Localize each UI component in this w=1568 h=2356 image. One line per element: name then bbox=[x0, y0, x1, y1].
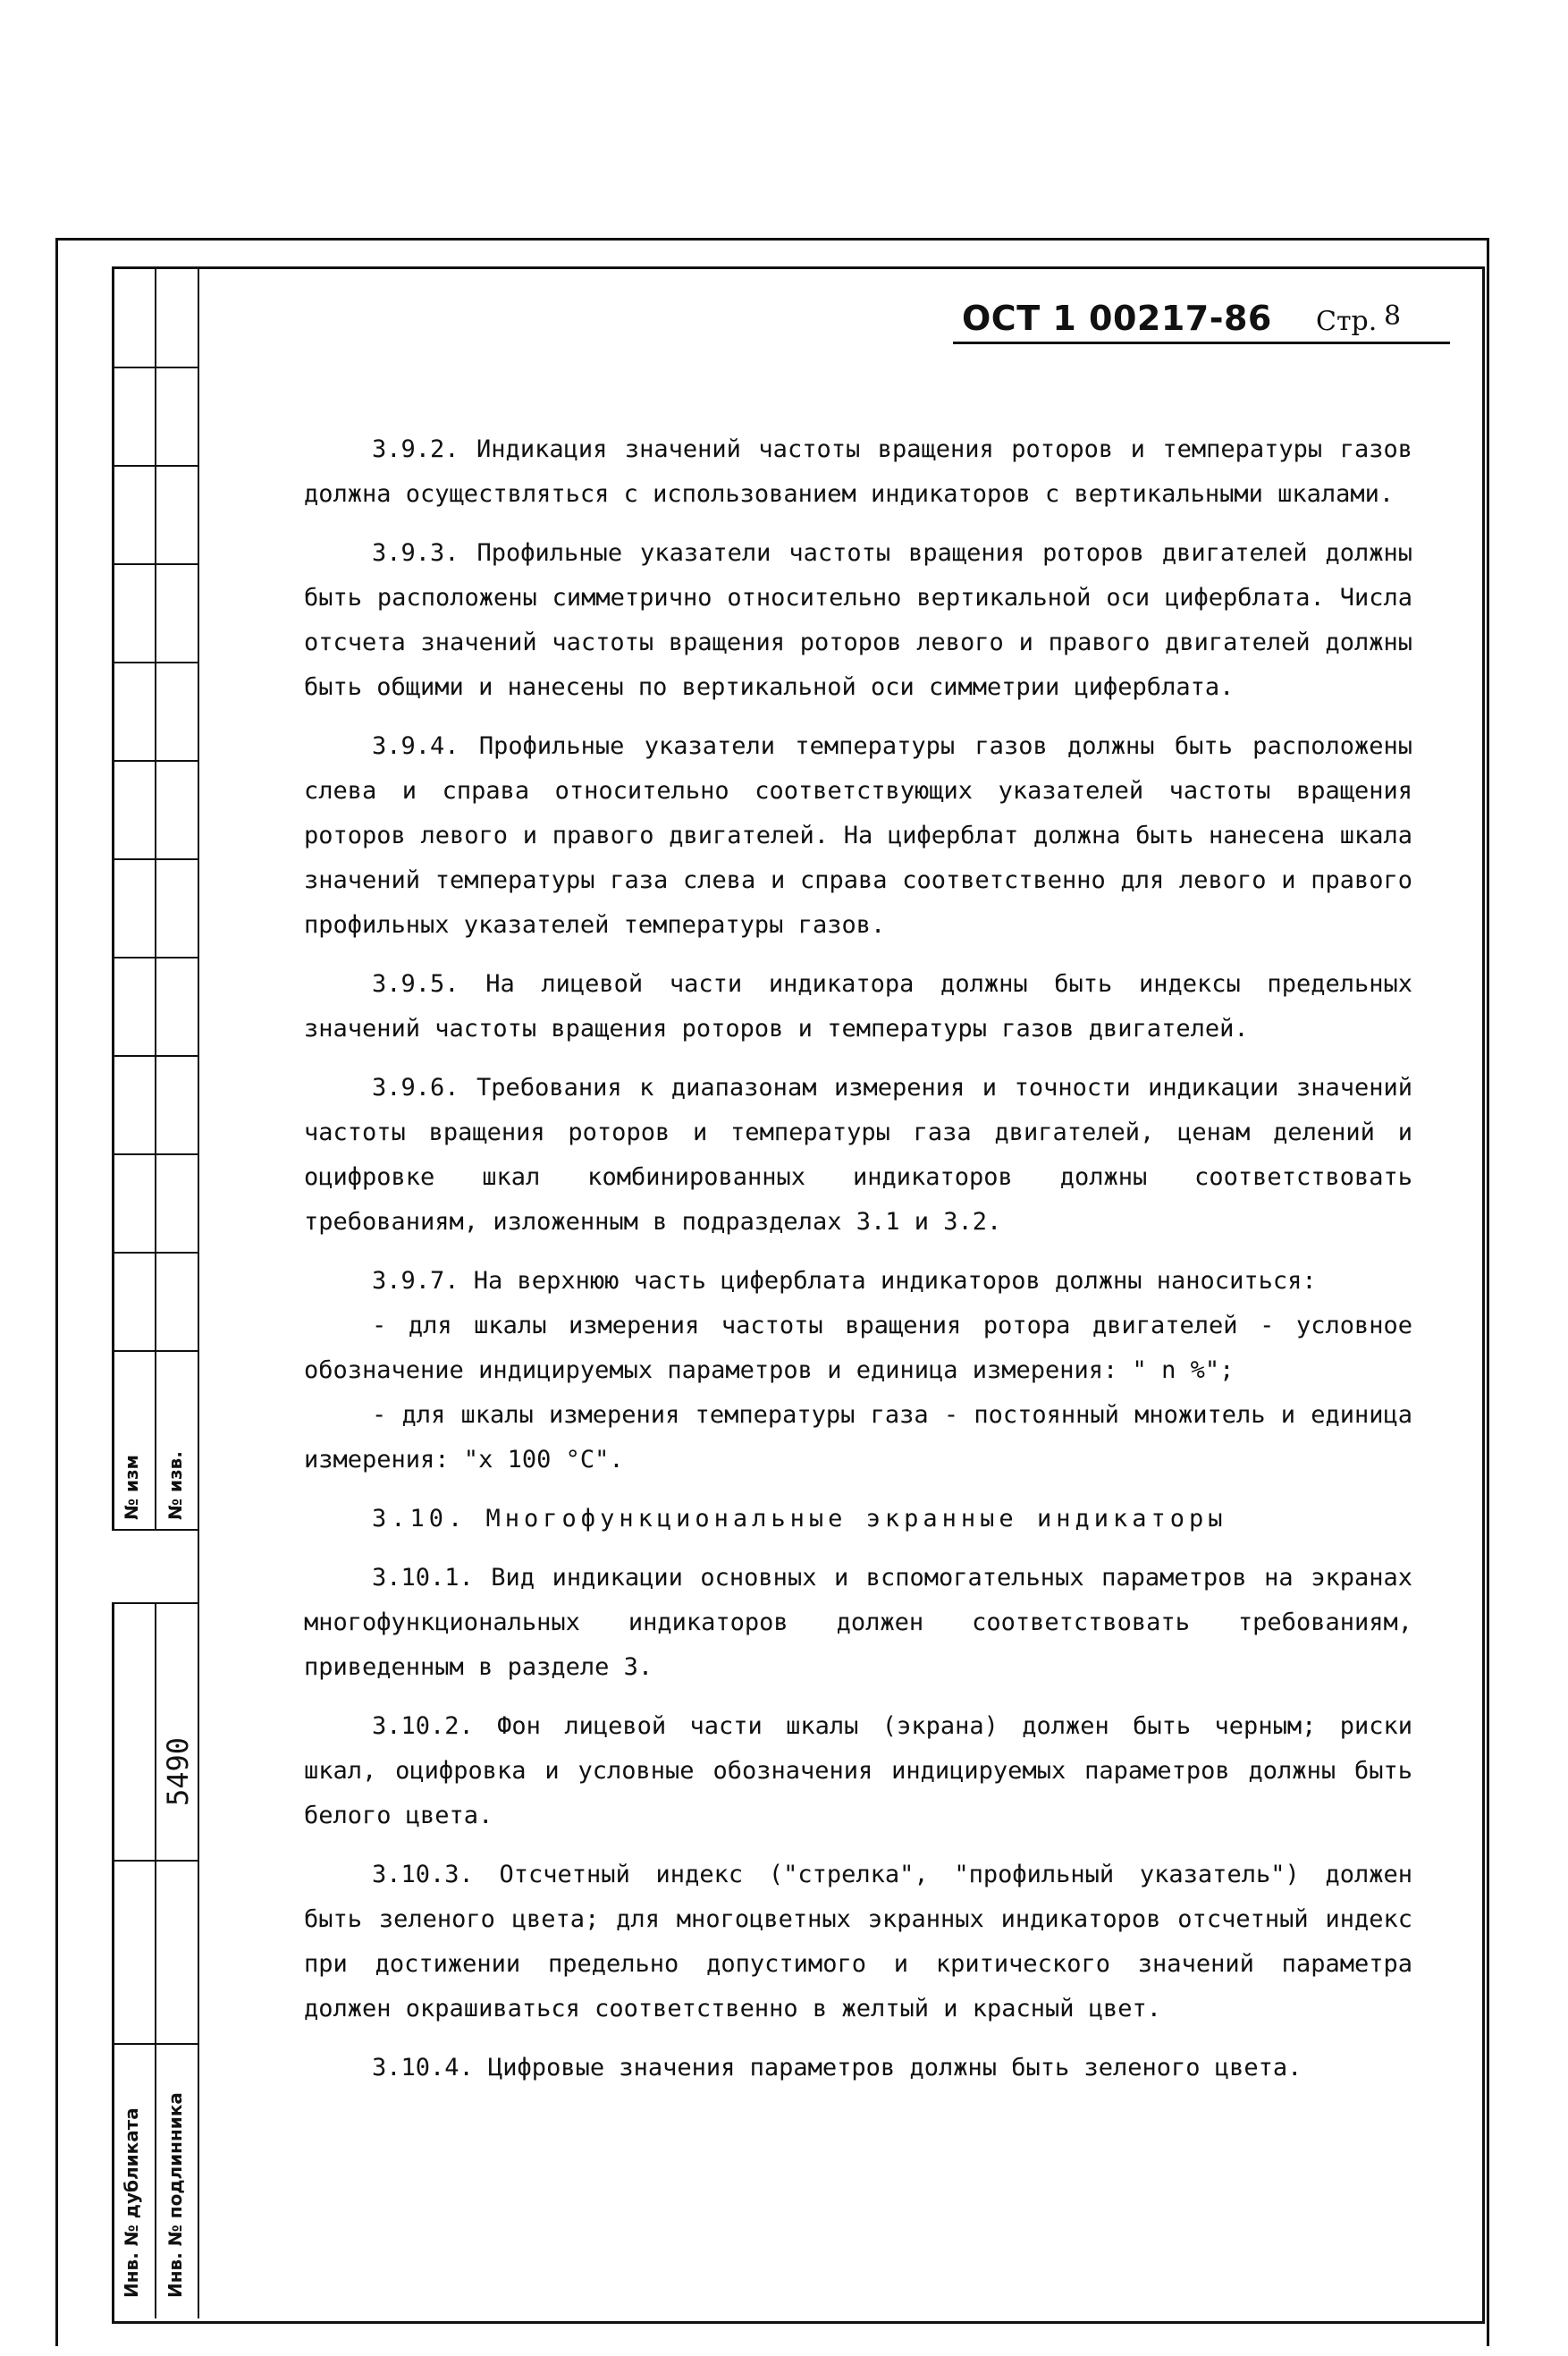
paragraph-3-9-7-item-b: - для шкалы измерения температуры газа - постоянный множитель и единица измерения: "x 100 °C". bbox=[304, 1401, 1412, 1474]
strip-divider bbox=[112, 563, 198, 565]
paragraph-3-9-2: 3.9.2. Индикация значений частоты вращения роторов и температуры газов должна осуществляться с использованием индикаторов с вертикальными шкалами. bbox=[304, 435, 1412, 508]
paragraph-3-10-3: 3.10.3. Отсчетный индекс ("стрелка", "профильный указатель") должен быть зеленого цвета; для многоцветных экранных индикаторов отсчетный индекс при достижении предельно допустимого и критического значений параметра должен окрашиваться соответственно в желтый и красный цвет. bbox=[304, 1861, 1412, 2022]
header-rule bbox=[953, 342, 1450, 344]
strip-divider bbox=[112, 1860, 198, 1862]
side-strip-column-2 bbox=[155, 266, 199, 2318]
strip-divider bbox=[112, 957, 198, 958]
strip-divider bbox=[112, 367, 198, 368]
strip-divider bbox=[112, 1350, 198, 1352]
side-strip-column-1 bbox=[112, 266, 156, 2318]
paragraph-3-9-7: 3.9.7. На верхнюю часть циферблата индикаторов должны наноситься: bbox=[372, 1267, 1317, 1295]
document-body bbox=[304, 427, 1412, 2090]
strip-divider bbox=[112, 2043, 198, 2045]
strip-divider bbox=[112, 662, 198, 663]
strip-divider bbox=[112, 465, 198, 467]
page-number: 8 bbox=[1384, 300, 1402, 332]
paragraph-3-9-7-item-a: - для шкалы измерения частоты вращения ротора двигателей - условное обозначение индицируемых параметров и единица измерения: " n %"; bbox=[304, 1312, 1412, 1384]
section-heading-3-10: 3.10. Многофункциональные экранные индикаторы bbox=[372, 1505, 1227, 1533]
inv-number: 5490 bbox=[161, 1736, 195, 1806]
paragraph-3-9-5: 3.9.5. На лицевой части индикатора должны быть индексы предельных значений частоты вращения роторов и температуры газов двигателей. bbox=[304, 970, 1412, 1043]
strip-divider bbox=[112, 1055, 198, 1057]
strip-divider bbox=[112, 1153, 198, 1155]
paragraph-3-9-4: 3.9.4. Профильные указатели температуры газов должны быть расположены слева и справа относительно соответствующих указателей частоты вращения роторов левого и правого двигателей. На циферблат должна быть нанесена шкала значений температуры газа слева и справа соответственно для левого и правого профильных указателей температуры газов. bbox=[304, 732, 1412, 939]
paragraph-3-10-4: 3.10.4. Цифровые значения параметров должны быть зеленого цвета. bbox=[372, 2054, 1302, 2082]
dublikat-label: Инв. № дубликата bbox=[121, 2107, 142, 2298]
strip-divider bbox=[112, 760, 198, 762]
podlinnik-label: Инв. № подлинника bbox=[164, 2092, 186, 2298]
paragraph-3-9-3: 3.9.3. Профильные указатели частоты вращения роторов двигателей должны быть расположены симметрично относительно вертикальной оси циферблата. Числа отсчета значений частоты вращения роторов левого и правого двигателей должны быть общими и нанесены по вертикальной оси симметрии циферблата. bbox=[304, 539, 1412, 701]
document-code: ОСТ 1 00217-86 bbox=[962, 299, 1272, 338]
page-label: Стр. bbox=[1316, 306, 1378, 337]
izm-label: № изм bbox=[121, 1454, 142, 1520]
strip-divider bbox=[112, 858, 198, 860]
paragraph-3-10-2: 3.10.2. Фон лицевой части шкалы (экрана) должен быть черным; риски шкал, оцифровка и условные обозначения индицируемых параметров должны быть белого цвета. bbox=[304, 1712, 1412, 1829]
paragraph-3-9-6: 3.9.6. Требования к диапазонам измерения и точности индикации значений частоты вращения роторов и температуры газа двигателей, ценам делений и оцифровке шкал комбинированных индикаторов должны соответствовать требованиям, изложенным в подразделах 3.1 и 3.2. bbox=[304, 1074, 1412, 1236]
paragraph-3-10-1: 3.10.1. Вид индикации основных и вспомогательных параметров на экранах многофункциональных индикаторов должен соответствовать требованиям, приведенным в разделе 3. bbox=[304, 1564, 1412, 1681]
izv-label: № изв. bbox=[164, 1451, 186, 1520]
strip-divider bbox=[112, 1252, 198, 1254]
strip-gap bbox=[112, 1529, 198, 1604]
